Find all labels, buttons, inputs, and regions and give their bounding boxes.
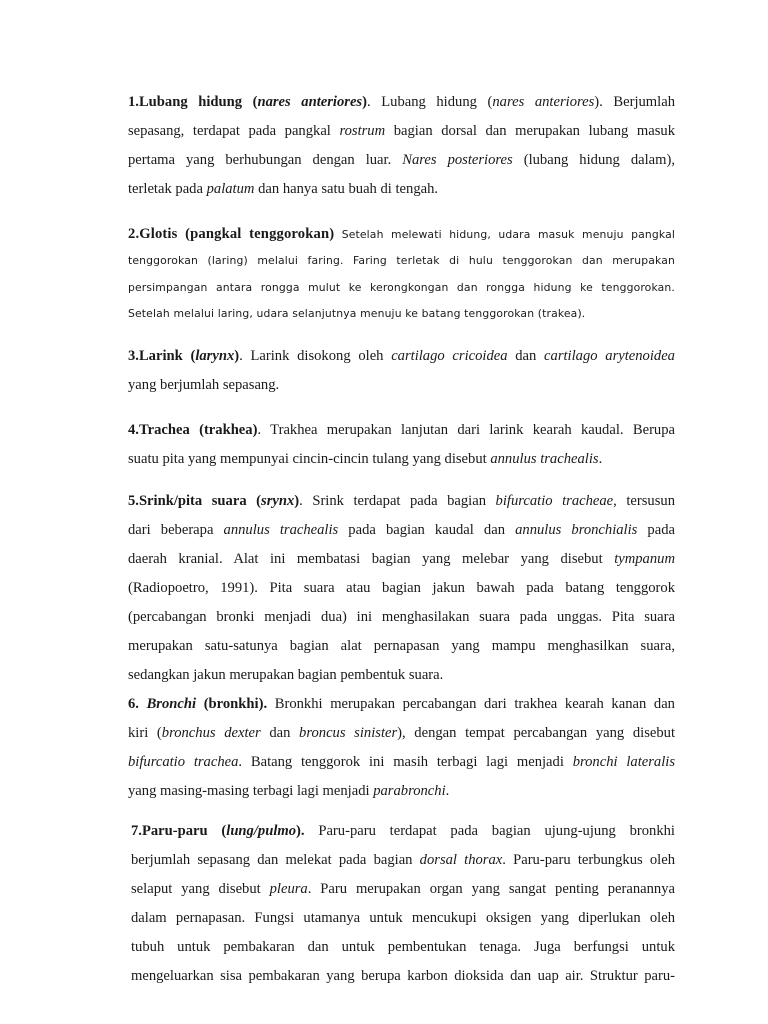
bold-text: 1.Lubang hidung ( xyxy=(128,94,258,110)
text-run: pada bagian kaudal dan xyxy=(338,522,516,538)
text-run: ). Berjumlah xyxy=(594,94,675,110)
text-run: Setelah melalui laring, udara selanjutnya menuju ke batang tenggorokan (trakea). xyxy=(128,306,586,320)
text-line xyxy=(128,88,675,117)
text-run: . Larink disokong oleh xyxy=(239,348,392,364)
text-run: daerah kranial. Alat ini membatasi bagian yang melebar yang disebut xyxy=(128,551,615,567)
bold-text: 5.Srink/pita suara ( xyxy=(128,493,262,509)
italic-text: bifurcatio tracheae xyxy=(495,493,614,509)
text-line xyxy=(128,146,675,175)
bold-text: ). xyxy=(296,823,305,839)
italic-text: annulus trachealis xyxy=(490,451,599,467)
text-run: , tersusun xyxy=(613,493,675,509)
paragraph-lubang-hidung xyxy=(128,88,675,204)
bold-text: nares anteriores xyxy=(257,94,363,110)
text-line xyxy=(128,342,675,371)
text-run: terletak pada xyxy=(128,181,207,197)
italic-text: bronchi lateralis xyxy=(572,754,675,770)
text-run: bagian dorsal dan merupakan lubang masuk xyxy=(385,123,675,139)
text-line xyxy=(128,221,675,248)
text-run: . Paru-paru terbungkus oleh xyxy=(502,852,675,868)
text-line xyxy=(131,962,675,991)
italic-text: dorsal thorax xyxy=(419,852,503,868)
text-run: (lubang hidung dalam), xyxy=(512,152,676,168)
paragraph-paru-paru xyxy=(131,817,675,991)
paragraph-bronchi xyxy=(128,690,675,806)
italic-text: pleura xyxy=(269,881,308,897)
italic-text: broncus sinister xyxy=(299,725,398,741)
text-line xyxy=(131,933,675,962)
paragraph-srink xyxy=(128,487,675,690)
bold-text: ) xyxy=(234,348,240,364)
text-run: . xyxy=(445,783,450,799)
text-line xyxy=(128,574,675,603)
text-line xyxy=(131,846,675,875)
text-run: yang berjumlah sepasang. xyxy=(128,377,280,393)
text-run: . xyxy=(598,451,603,467)
bold-text: srynx xyxy=(261,493,295,509)
text-run: . Srink terdapat pada bagian xyxy=(299,493,496,509)
text-run: selaput yang disebut xyxy=(131,881,270,897)
text-line xyxy=(128,748,675,777)
text-run: yang masing-masing terbagi lagi menjadi xyxy=(128,783,374,799)
italic-text: nares anteriores xyxy=(492,94,595,110)
text-run: . Batang tenggorok ini masih terbagi lagi menjadi xyxy=(238,754,573,770)
text-line xyxy=(128,603,675,632)
bold-text: lung/pulmo xyxy=(226,823,297,839)
text-run: Setelah melewati hidung, udara masuk menuju pangkal xyxy=(334,228,676,241)
text-line xyxy=(128,117,675,146)
text-run: . Trakhea merupakan lanjutan dari larink kearah kaudal. Berupa xyxy=(257,422,675,438)
text-run: persimpangan antara rongga mulut ke kerongkongan dan rongga hidung ke tenggorokan. xyxy=(128,280,675,294)
text-run: (percabangan bronki menjadi dua) ini menghasilakan suara pada unggas. Pita suara xyxy=(128,609,675,625)
text-line xyxy=(128,371,675,400)
text-line xyxy=(131,817,675,846)
italic-text: annulus trachealis xyxy=(223,522,339,538)
text-run: tubuh untuk pembakaran dan untuk pembentukan tenaga. Juga berfungsi untuk xyxy=(131,939,675,955)
text-line xyxy=(128,777,675,806)
bold-text: 6. xyxy=(128,696,147,712)
italic-text: palatum xyxy=(206,181,255,197)
text-line xyxy=(131,904,675,933)
text-line xyxy=(128,632,675,661)
bold-text: (bronkhi). xyxy=(196,696,268,712)
bold-text: ) xyxy=(362,94,367,110)
text-line xyxy=(128,719,675,748)
text-run: dan xyxy=(260,725,300,741)
italic-text: Nares posteriores xyxy=(402,152,513,168)
text-run: dari beberapa xyxy=(128,522,224,538)
text-line xyxy=(131,875,675,904)
text-line xyxy=(128,445,675,474)
italic-text: tympanum xyxy=(614,551,675,567)
text-run: pada xyxy=(637,522,675,538)
italic-text: annulus bronchialis xyxy=(515,522,638,538)
text-run: Paru-paru terdapat pada bagian ujung-ujung bronkhi xyxy=(304,823,675,839)
text-run: pertama yang berhubungan dengan luar. xyxy=(128,152,403,168)
text-line xyxy=(128,275,675,301)
text-run: sedangkan jakun merupakan bagian pembentuk suara. xyxy=(128,667,444,683)
text-run: . Lubang hidung ( xyxy=(367,94,493,110)
text-line xyxy=(128,516,675,545)
text-run: dan hanya satu buah di tengah. xyxy=(254,181,439,197)
text-run: kiri ( xyxy=(128,725,162,741)
text-run: . Paru merupakan organ yang sangat penting peranannya xyxy=(307,881,675,897)
text-line xyxy=(128,661,675,690)
bold-text: 3.Larink ( xyxy=(128,348,196,364)
italic-text: rostrum xyxy=(339,123,386,139)
paragraph-trachea xyxy=(128,416,675,474)
italic-text: bifurcatio trachea xyxy=(128,754,239,770)
italic-text: parabronchi xyxy=(373,783,446,799)
text-run: ), dengan tempat percabangan yang disebut xyxy=(397,725,676,741)
text-run: dan xyxy=(507,348,545,364)
text-line xyxy=(128,175,675,204)
text-run: mengeluarkan sisa pembakaran yang berupa karbon dioksida dan uap air. Struktur paru- xyxy=(131,968,675,984)
paragraph-glotis xyxy=(128,221,675,327)
text-run: tenggorokan (laring) melalui faring. Faring terletak di hulu tenggorokan dan merupakan xyxy=(128,254,675,268)
bold-text: Bronchi xyxy=(146,696,197,712)
text-line xyxy=(128,416,675,445)
text-line xyxy=(128,487,675,516)
text-line xyxy=(128,690,675,719)
italic-text: cartilago cricoidea xyxy=(391,348,508,364)
bold-text: larynx xyxy=(195,348,235,364)
text-line xyxy=(128,545,675,574)
text-line xyxy=(128,301,675,327)
italic-text: bronchus dexter xyxy=(161,725,261,741)
text-run: berjumlah sepasang dan melekat pada bagian xyxy=(131,852,420,868)
text-run: sepasang, terdapat pada pangkal xyxy=(128,123,340,139)
text-line xyxy=(128,248,675,274)
text-run: suatu pita yang mempunyai cincin-cincin tulang yang disebut xyxy=(128,451,491,467)
text-run: dalam pernapasan. Fungsi utamanya untuk mencukupi oksigen yang diperlukan oleh xyxy=(131,910,675,926)
italic-text: cartilago arytenoidea xyxy=(544,348,675,364)
bold-text: 2.Glotis (pangkal tenggorokan) xyxy=(128,226,335,242)
text-run: (Radiopoetro, 1991). Pita suara atau bagian jakun bawah pada batang tenggorok xyxy=(128,580,675,596)
bold-text: 4.Trachea (trakhea) xyxy=(128,422,258,438)
bold-text: ) xyxy=(294,493,300,509)
text-run: merupakan satu-satunya bagian alat pernapasan yang mampu menghasilkan suara, xyxy=(128,638,675,654)
text-run: Bronkhi merupakan percabangan dari trakhea kearah kanan dan xyxy=(267,696,675,712)
paragraph-larink xyxy=(128,342,675,400)
bold-text: 7.Paru-paru ( xyxy=(131,823,227,839)
